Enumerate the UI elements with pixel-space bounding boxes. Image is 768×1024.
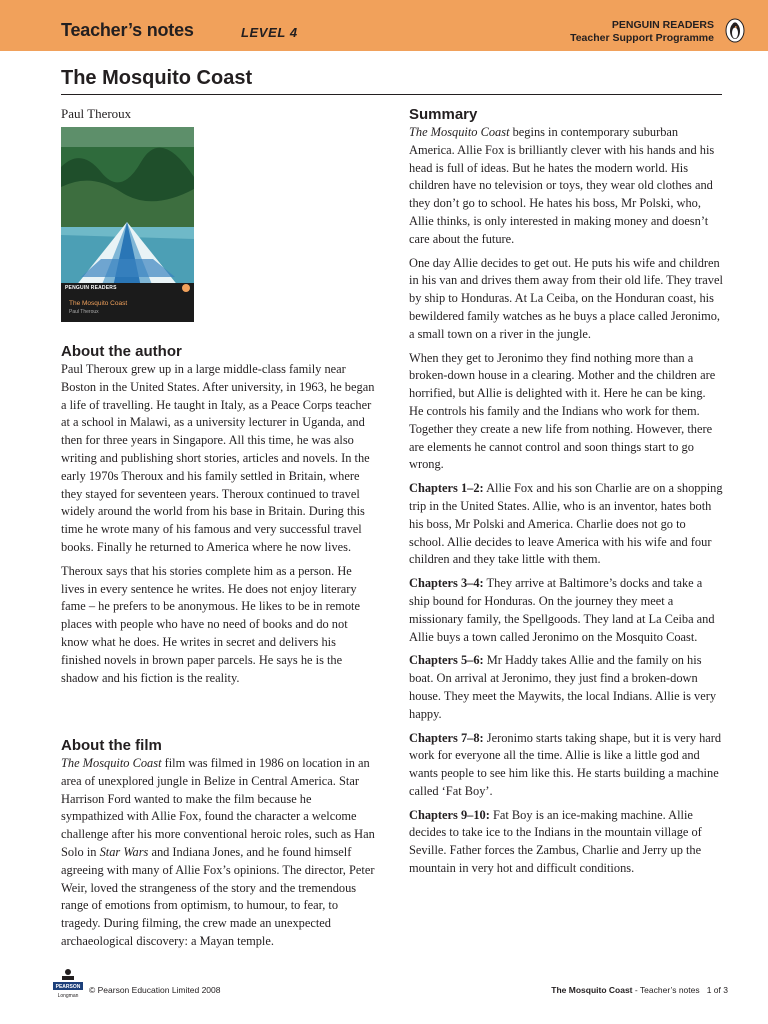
summary-text [409,124,723,884]
summary-intro [409,124,723,249]
copyright-notice: © Pearson Education Limited 2008 [89,985,221,995]
footer-page-info [551,985,728,995]
film-text-a: film was filmed in 1986 on location in an area of unexplored jungle in Belize in Central America. Star Harrison Ford wanted to make the film because he sympathized with Allie Fox, found the character a welcome challenge after his more conventional heroic roles, such as Han Solo in [61,756,375,859]
film-text-b: and Indiana Jones, and he found himself agreeing with many of Allie Fox’s opinions. The director, Peter Weir, loved the strangeness of the story and the tremendous range of emotions from optimism, to humour, to fear, to tragedy. During filming, the crew made an unexpected archaeological discovery: a Mayan temple. [61,844,375,948]
pearson-longman-logo-icon [53,966,83,1000]
chapter-summary [409,730,723,801]
chapter-summary [409,807,723,878]
about-film-text [61,755,375,957]
about-film-heading: About the film [61,737,162,754]
about-author-text [61,361,375,693]
film-title: The Mosquito Coast [61,756,162,770]
summary-intro-text: begins in contemporary suburban America. Allie Fox is brilliantly clever with his hands and his head is full of ideas. But he hates the modern world. His children have no television or toys, they wear old clothes and they don’t go to school. He hates his boss, Mr Polski, who, Allie thinks, is only interested in making money and doesn’t care about the future. [409,125,715,246]
publisher-name: PENGUIN READERS [611,19,714,31]
author-name: Paul Theroux [61,106,132,121]
title-divider [61,94,722,95]
cover-series: PENGUIN READERS [65,285,117,291]
film-star-wars: Star Wars [99,844,149,859]
chapter-text: Allie Fox and his son Charlie are on a shopping trip in the United States. Allie, who is an inventor, hates both his boss, Mr Polski and America. Charlie does not go to school. Allie decides to leave America with his wife and four children and they take little with them. [409,481,723,567]
page-title: The Mosquito Coast [61,67,253,89]
chapter-summary [409,652,723,723]
chapter-label: Chapters 3–4: [409,576,484,591]
film-paragraph [61,755,375,951]
header-title: Teacher’s notes [61,20,194,40]
summary-heading: Summary [409,106,478,123]
header-band [0,0,768,51]
programme-name: Teacher Support Programme [570,32,714,44]
chapter-text: They arrive at Baltimore’s docks and take a ship bound for Honduras. On the journey they meet a missionary family, the Spellgoods. They land at La Ceiba and Allie buys a town called Jeronimo on the Mosquito Coast. [409,576,715,644]
chapter-text: Fat Boy is an ice-making machine. Allie decides to take ice to the Indians in the mountain village of Seville. Father forces the Zambus, Charlie and Jerry up the mountain in very hot and difficult conditions. [409,807,702,876]
cover-author: Paul Theroux [69,309,99,315]
footer-doc-suffix: - Teacher’s notes [632,985,700,995]
author-paragraph-2: Theroux says that his stories complete him as a person. He lives in every sentence he writes. He does not enjoy literary fame – he prefers to be anonymous. He likes to be in remote places with people who have no need of books and do not know what he does. He writes in secret and delivers his finished novels in brown paper parcels. He says he is the shadow and his fiction is the reality. [61,563,361,685]
summary-paragraph-2: One day Allie decides to get out. He puts his wife and children in his van and drives them away from their old life. They travel by ship to Honduras. At La Ceiba, on the Honduran coast, his bewildered family watches as he buys a place called Jeronimo, a small town on a river in the jungle. [409,255,723,341]
chapter-label: Chapters 5–6: [409,653,484,668]
chapter-text: Mr Haddy takes Allie and the family on his boat. On arrival at Jeronimo, they just find a broken-down house. They meet the Maywits, the local Indians. Allie is very happy. [409,653,717,721]
footer-doc-title: The Mosquito Coast [551,985,633,995]
chapter-label: Chapters 7–8: [409,730,484,745]
summary-intro-title: The Mosquito Coast [409,125,510,139]
chapter-label: Chapters 1–2: [409,481,484,496]
chapter-label: Chapters 9–10: [409,807,490,822]
chapter-text: Jeronimo starts taking shape, but it is very hard work for everyone all the time. Allie is like a little god and wants people to see him like this. He starts building a machine called ‘Fat Boy’. [409,730,722,798]
page-number: 1 of 3 [706,985,728,995]
chapter-summary [409,480,723,569]
author-paragraph-1: Paul Theroux grew up in a large middle-class family near Boston in the United States. After university, in 1963, he began a life of travelling. He taught in Italy, as a Peace Corps teacher at a school in Malawi, as a university lecturer in Uganda, and then for three years in Singapore. All this time, he was also writing and publishing short stories, articles and novels. In the early 1970s Theroux and his family settled in Britain, where they stayed for seventeen years. Theroux continued to travel widely around the world from his base in Britain. During this time he wrote many of his famous and very successful travel books. Finally he returned to America where he now lives. [61,362,375,554]
cover-penguin-icon [182,284,190,292]
chapter-summary [409,575,723,646]
penguin-logo-icon [725,18,745,43]
level-label: LEVEL 4 [241,25,298,40]
cover-band [61,283,194,322]
summary-paragraph-3: When they get to Jeronimo they find nothing more than a broken-down house in a clearing. Mother and the children are horrified, but Allie is delighted with it. Here he can be king. He controls his family and the Indians who work for them. Together they create a new life from nothing. However, there are elements he cannot control and soon things start to go wrong. [409,350,716,472]
book-cover-image [61,127,194,322]
publisher-block [570,19,714,45]
about-author-heading: About the author [61,343,182,360]
cover-title: The Mosquito Coast [69,300,128,307]
logo-pearson: PEARSON [55,984,81,990]
logo-longman: Longman [57,993,79,999]
